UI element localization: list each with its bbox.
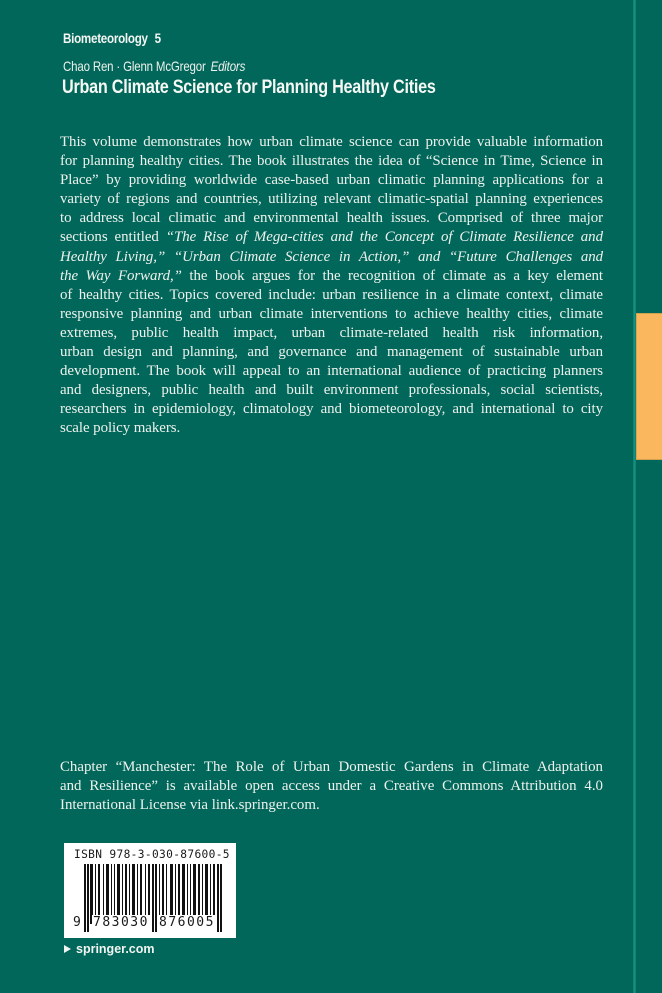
description-line: This volume demonstrates how urban climate science can provide valuable information [60, 134, 603, 150]
color-tab [636, 313, 662, 460]
publisher-link[interactable] [64, 942, 155, 956]
description-line: extremes, public health impact, urban climate-related health risk information, [60, 324, 603, 341]
description-line: for planning healthy cities. The book illustrates the idea of “Science in Time, Science in [60, 153, 603, 170]
barcode-digit-group-2: 876005 [159, 915, 215, 930]
description-line: researchers in epidemiology, climatology and biometeorology, and international to city [60, 401, 603, 418]
editor-role: Editors [210, 58, 246, 74]
description-line: responsive planning and urban climate interventions to achieve healthy cities, climate [60, 305, 603, 322]
description-line: scale policy makers. [60, 420, 181, 437]
book-title: Urban Climate Science for Planning Healthy Cities [62, 76, 436, 98]
description-line: of healthy cities. Topics covered include: urban resilience in a climate context, climate [60, 286, 603, 303]
description-line [60, 228, 603, 247]
isbn-barcode [64, 843, 236, 938]
description-line: variety of regions and countries, utilizing relevant climatic-spatial planning experiences [60, 191, 603, 208]
spine-strip [636, 0, 662, 993]
editors-line [63, 58, 245, 74]
description-text: sections entitled [60, 229, 166, 246]
description-line: Place” by providing worldwide case-based urban climatic planning applications for a [60, 172, 603, 189]
book-description [60, 133, 632, 439]
play-arrow-icon [64, 945, 71, 953]
notice-line: Chapter “Manchester: The Role of Urban Domestic Gardens in Climate Adaptation [60, 759, 603, 775]
description-line: and designers, public health and built environment professionals, social scientists, [60, 382, 603, 399]
series-number: 5 [154, 31, 161, 46]
barcode-digit-group-1: 783030 [93, 915, 149, 930]
description-line: urban design and planning, and governance and management of sustainable urban [60, 344, 603, 361]
barcode-digit-first: 9 [73, 915, 81, 930]
description-line [60, 248, 603, 267]
section-title-text: Healthy Living,” “Urban Climate Science in Action,” and “Future Challenges and [60, 248, 603, 265]
isbn-label: ISBN 978-3-030-87600-5 [74, 848, 230, 861]
editor-names: Chao Ren · Glenn McGregor [63, 58, 206, 74]
section-title-text: “The Rise of Mega-cities and the Concept of Climate Resilience and [165, 229, 603, 246]
section-title-text: the Way Forward,” [60, 267, 182, 284]
description-line: development. The book will appeal to an international audience of practicing planners [60, 363, 603, 380]
description-line [60, 267, 603, 286]
barcode-digits [70, 915, 230, 933]
notice-line: International License via link.springer.com. [60, 797, 320, 814]
description-text: the book argues for the recognition of climate as a key element [181, 267, 603, 284]
series-name: Biometeorology [63, 31, 148, 46]
notice-line: and Resilience” is available open access under a Creative Commons Attribution 4.0 [60, 778, 603, 795]
publisher-link-text[interactable]: springer.com [76, 942, 155, 956]
series-label [63, 31, 161, 46]
description-line: to address local climatic and environmental health issues. Comprised of three major [60, 210, 603, 227]
open-access-notice [60, 758, 632, 815]
